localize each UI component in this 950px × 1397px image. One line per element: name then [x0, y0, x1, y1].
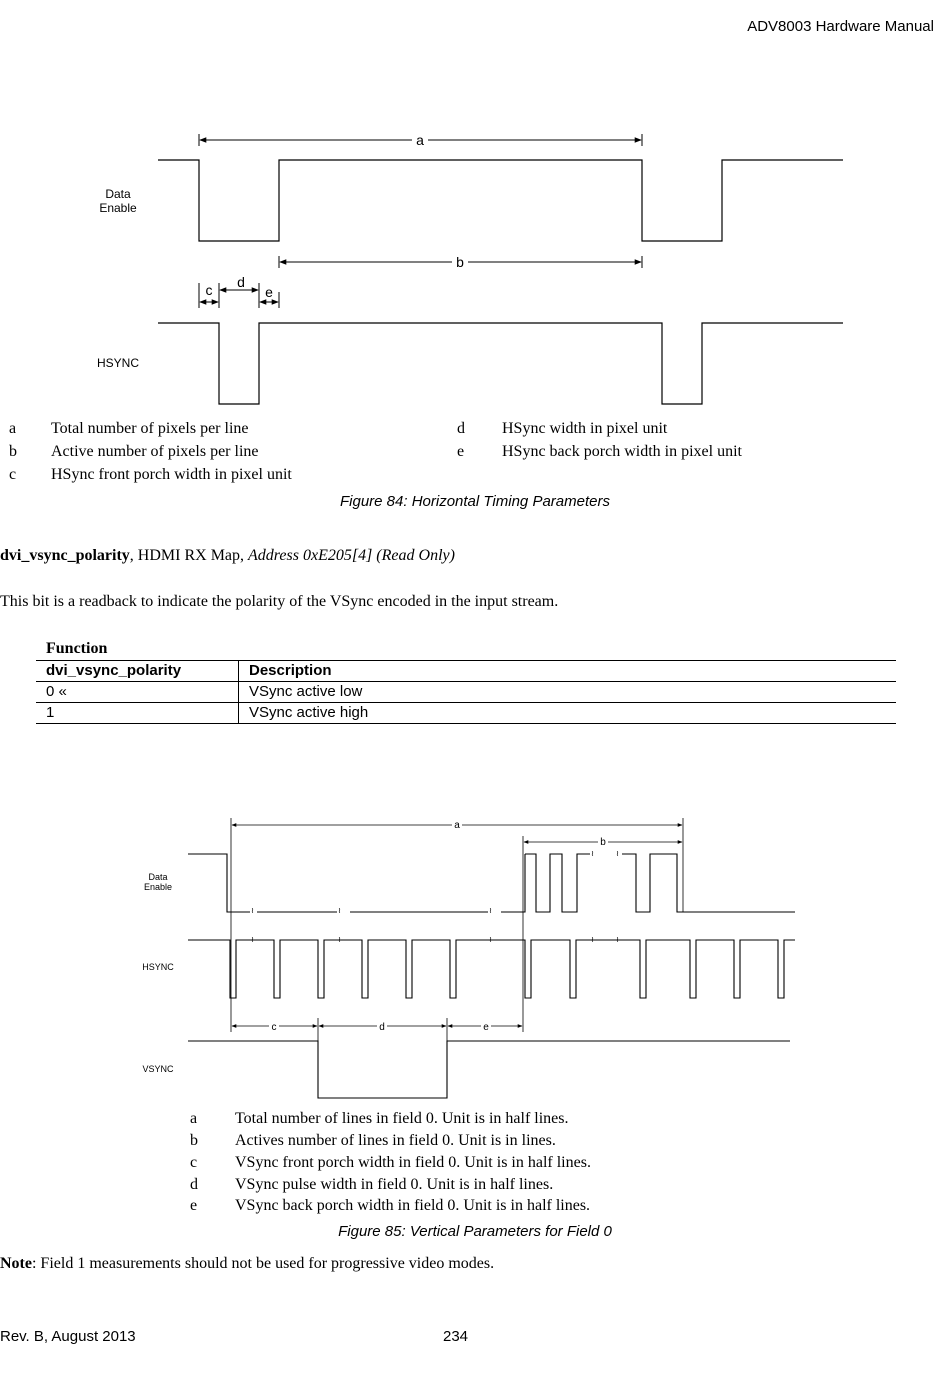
figure-85-diagram: [0, 810, 950, 1110]
figure-85-caption: Figure 85: Vertical Parameters for Field 0: [338, 1223, 612, 1240]
legend84-key-a: a: [9, 420, 17, 437]
dim-label-c: c: [205, 282, 213, 298]
svg-text:≀: ≀: [591, 935, 594, 944]
table-cell-description: VSync active low: [239, 682, 897, 703]
signal-label-hsync: HSYNC: [96, 356, 140, 370]
signal-label-data: Data: [148, 872, 168, 882]
vsync-waveform: [188, 1041, 790, 1098]
table-header-description: Description: [239, 661, 897, 682]
dim-label-d: d: [379, 1022, 385, 1033]
signal-label-enable: Enable: [143, 882, 173, 892]
data-enable-waveform: [188, 854, 795, 912]
legend84-text-d: HSync width in pixel unit: [502, 420, 668, 437]
legend85-text-e: VSync back porch width in field 0. Unit is in half lines.: [235, 1197, 591, 1214]
table-header-row: [36, 661, 896, 682]
register-description: This bit is a readback to indicate the polarity of the VSync encoded in the input stream.: [0, 593, 559, 610]
register-map: , HDMI RX Map,: [129, 547, 249, 564]
svg-text:≀: ≀: [338, 935, 341, 944]
legend85-text-c: VSync front porch width in field 0. Unit is in half lines.: [235, 1154, 591, 1171]
register-address: Address 0xE205[4] (Read Only): [248, 547, 455, 564]
table-title: Function: [46, 640, 108, 657]
legend84-key-b: b: [9, 443, 17, 460]
svg-text:≀: ≀: [489, 906, 492, 915]
register-heading: [0, 547, 455, 565]
signal-label-hsync: HSYNC: [142, 962, 174, 972]
footer-page-number: 234: [443, 1328, 469, 1345]
dim-label-b: b: [456, 254, 464, 270]
svg-text:≀: ≀: [251, 935, 254, 944]
signal-label-enable: Enable: [99, 201, 137, 215]
legend85-text-a: Total number of lines in field 0. Unit is in half lines.: [235, 1110, 569, 1127]
legend85-key-c: c: [190, 1154, 198, 1171]
svg-text:≀: ≀: [489, 935, 492, 944]
svg-text:≀: ≀: [591, 849, 594, 858]
legend85-text-b: Actives number of lines in field 0. Unit is in lines.: [235, 1132, 556, 1149]
function-table: [36, 638, 896, 724]
svg-text:≀: ≀: [616, 849, 619, 858]
legend84-text-e: HSync back porch width in pixel unit: [502, 443, 742, 460]
legend84-key-c: c: [9, 466, 17, 483]
signal-label-data: Data: [105, 187, 131, 201]
legend85-text-d: VSync pulse width in field 0. Unit is in half lines.: [235, 1176, 554, 1193]
dim-label-e: e: [265, 284, 273, 300]
table-title-row: [36, 638, 896, 661]
dim-label-c: c: [271, 1022, 277, 1033]
svg-text:≀: ≀: [251, 906, 254, 915]
table-cell-description: VSync active high: [239, 703, 897, 724]
dim-label-a: a: [454, 820, 460, 831]
figure-84-diagram: [0, 0, 950, 420]
register-name: dvi_vsync_polarity: [0, 547, 130, 564]
table-row: [36, 682, 896, 703]
legend84-key-d: d: [457, 420, 465, 437]
table-header-field: dvi_vsync_polarity: [36, 661, 239, 682]
signal-label-vsync: VSYNC: [142, 1064, 174, 1074]
dim-label-d: d: [237, 274, 245, 290]
figure-84-caption: Figure 84: Horizontal Timing Parameters: [340, 493, 610, 510]
legend84-text-a: Total number of pixels per line: [51, 420, 249, 437]
legend84-key-e: e: [457, 443, 465, 460]
legend84-text-b: Active number of pixels per line: [51, 443, 259, 460]
table-row: [36, 703, 896, 724]
legend85-key-b: b: [190, 1132, 198, 1149]
hsync-waveform: [188, 940, 795, 998]
dim-label-b: b: [600, 837, 606, 848]
note-paragraph: [0, 1255, 494, 1273]
legend85-key-a: a: [190, 1110, 198, 1127]
dim-label-a: a: [416, 132, 424, 148]
header-title: ADV8003 Hardware Manual: [747, 18, 934, 35]
svg-text:≀: ≀: [338, 906, 341, 915]
note-label: Note: [0, 1255, 32, 1272]
footer-revision: Rev. B, August 2013: [0, 1328, 136, 1345]
hsync-waveform: [158, 323, 843, 404]
legend85-key-d: d: [190, 1176, 198, 1193]
table-cell-value: 0 «: [36, 682, 239, 703]
legend85-key-e: e: [190, 1197, 198, 1214]
note-text: : Field 1 measurements should not be used for progressive video modes.: [31, 1255, 495, 1272]
svg-text:≀: ≀: [616, 935, 619, 944]
data-enable-waveform: [158, 160, 843, 241]
dim-label-e: e: [483, 1022, 489, 1033]
legend84-text-c: HSync front porch width in pixel unit: [51, 466, 292, 483]
table-cell-value: 1: [36, 703, 239, 724]
